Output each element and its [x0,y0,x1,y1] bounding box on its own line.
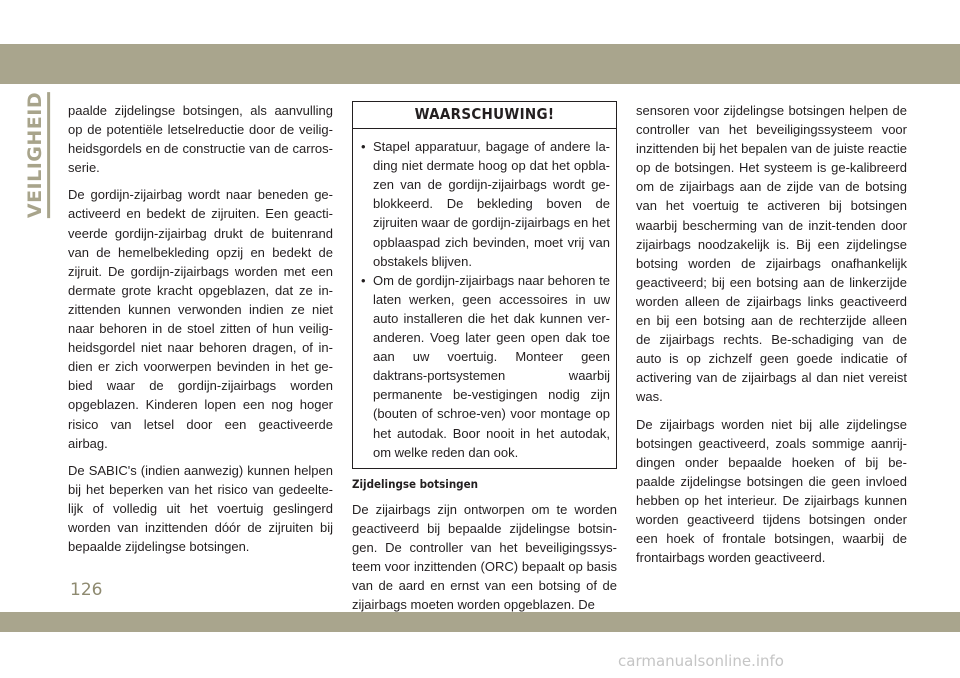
body-paragraph: De SABIC's (indien aanwezig) kunnen helpen bij het beperken van het risico van gedeelte-lijk of volledig uit het voertuig geslingerd worden van inzittenden dóór de zijruiten bij bepaalde zijdelingse botsingen. [68,462,333,555]
column-left [68,101,333,564]
column-middle [352,101,617,622]
body-paragraph: De gordijn-zijairbag wordt naar beneden ge-activeerd en bedekt de zijruiten. Een geacti-veerde gordijn-zijairbag drukt de buitenrand van de hemelbekleding opzij en bedekt de zijruit. De gordijn-zijairbags worden met een dermate grote kracht opgeblazen, dat ze in-zittenden kunnen verwonden indien ze niet naar behoren in de stoel zitten of hun veilig-heidsgordel niet naar behoren dragen, of in-dien er zich voorwerpen bevinden in het ge-bied waar de gordijn-zijairbags worden opgeblazen. Kinderen lopen een nog hoger risico van letsel door een geactiveerde airbag. [68,187,333,451]
body-paragraph: De zijairbags worden niet bij alle zijdelingse botsingen geactiveerd, zoals sommige aanrij-dingen onder bepaalde hoeken of bij be-paalde zijdelingse botsingen die geen invloed hebben op het interieur. De zijairbags kunnen worden geactiveerd tijdens botsingen onder een hoek of frontale botsingen, waarbij de frontairbags worden geactiveerd. [636,416,907,566]
body-paragraph: sensoren voor zijdelingse botsingen helpen de controller van het beveiligingssysteem voor inzittenden bij het bepalen van de juiste reactie op de botsingen. Het systeem is ge-kalibreerd om de zijairbags aan de zijde van de botsing van het voertuig te activeren bij botsingen waarbij bescherming van de inzit-tenden door zijairbags noodzakelijk is. Bij een zijdelingse botsing worden de zijairbags onafhankelijk geactiveerd; bij een botsing aan de linkerzijde worden alleen de zijairbags links geactiveerd en bij een botsing aan de rechterzijde alleen de zijairbags rechts. Be-schadiging van de auto is op zichzelf geen goede indicatie of activering van de zijairbags al dan niet vereist was. [636,103,907,405]
warning-bullet: • Stapel apparatuur, bagage of andere la-ding niet dermate hoog op dat het opbla-zen van de gordijn-zijairbags wordt ge-blokkeerd. De bekleding boven de zijruiten waar de gordijn-zijairbags en het opblaaspad zich bevinden, moet vrij van obstakels blijven. [361,137,610,271]
body-paragraph: paalde zijdelingse botsingen, als aanvulling op de potentiële letselreductie door de veilig-heidsgordels en de constructie van de carros-serie. [68,103,333,176]
warning-list [361,137,610,462]
footer-band [0,612,960,632]
body-paragraph: De zijairbags zijn ontworpen om te worden geactiveerd bij bepaalde zijdelingse botsin-gen. De controller van het beveiligingssys-teem voor inzittenden (ORC) bepaalt op basis van de aard en ernst van een botsing of de zijairbags moeten worden opgeblazen. De [352,501,617,613]
column-right [636,101,907,575]
section-tab-label: VEILIGHEID [24,92,50,218]
warning-bullet: • Om de gordijn-zijairbags naar behoren te laten werken, geen accessoires in uw auto installeren die het dak kunnen ver-anderen. Voeg later geen open dak toe aan uw voertuig. Monteer geen daktrans-portsystemen waarbij permanente be-vestigingen nodig zijn (bouten of schroe-ven) voor montage op het autodak. Boor nooit in het autodak, om welke reden dan ook. [361,271,610,462]
warning-box [352,101,617,469]
page-number: 126 [70,580,103,600]
header-band [0,0,960,84]
subheading: Zijdelingse botsingen [352,476,478,491]
warning-title: WAARSCHUWING! [353,102,616,129]
watermark: carmanualsonline.info [618,652,784,670]
section-tab [22,91,52,219]
